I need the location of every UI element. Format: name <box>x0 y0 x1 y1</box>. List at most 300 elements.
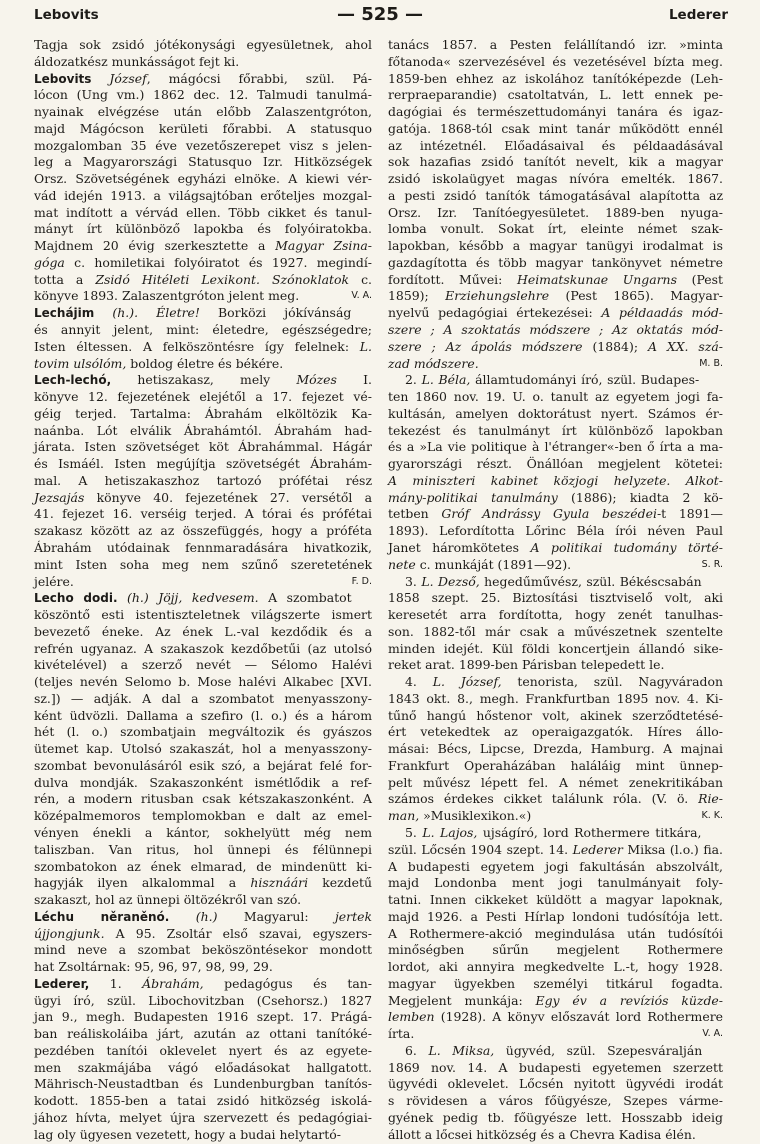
text-line <box>388 372 723 389</box>
text-line <box>34 808 372 825</box>
text-run: és annyit jelent, mint: életedre, egészségedre; <box>34 322 372 338</box>
text-line <box>388 54 723 71</box>
text-run: Ábrahám utódainak fennmaradására hivatkozik, <box>34 539 372 555</box>
text-line <box>34 993 372 1010</box>
text-run: a pesti zsidó tanítók támogatásával alapította az <box>388 187 723 203</box>
text-run: áldozatkész munkásságot fejt ki. <box>34 53 240 69</box>
text-run: 1859); <box>388 288 446 304</box>
text-line <box>388 892 723 909</box>
text-run: Mährisch-Neustadtban és Lundenburgban tanítós- <box>34 1076 372 1092</box>
text-line <box>34 322 372 339</box>
text-line <box>388 71 723 88</box>
text-run: írta. <box>388 1026 415 1042</box>
text-run: lócon (Ung vm.) 1862 dec. 12. Talmudi tanulmá- <box>34 87 372 103</box>
text-run: totta a <box>34 271 96 287</box>
text-line <box>34 339 372 356</box>
text-run: lapokban, később a magyar tanügyi irodalmat is <box>388 238 723 254</box>
text-line <box>388 1093 723 1110</box>
text-run: hat Zsoltárnak: 95, 96, 97, 98, 99, 29. <box>34 959 273 975</box>
text-run: Orsz. Szövetségének egyházi elnöke. A kiewi vér- <box>34 171 372 187</box>
italic-text: A példaadás mód- <box>601 305 723 321</box>
text-line <box>388 288 723 305</box>
italic-text: (h.). Életre! <box>112 305 200 321</box>
text-run: tetben <box>388 506 442 522</box>
text-run: magyar ügyekben személyi titkárul fogadta. <box>388 975 723 991</box>
text-run: mal. A hetiszakaszhoz tartozó prófétai rész <box>34 472 372 488</box>
text-line <box>34 976 372 993</box>
text-line <box>388 825 723 842</box>
text-line <box>388 909 723 926</box>
text-run: minőségben sűrűn megjelent Rothermere <box>388 942 723 958</box>
header-right-guideword: Lederer <box>668 7 728 23</box>
text-run: nyainak elvégzése után előbb Zalaszentgróton, <box>34 104 372 120</box>
text-line <box>388 154 723 171</box>
text-run: tekezést és tanulmányt írt különböző lapokban <box>388 422 723 438</box>
text-run: Miksa (l.o.) fia. <box>622 841 723 857</box>
text-line <box>388 574 723 591</box>
text-run: nyelvű pedagógiai értekezései: <box>388 305 602 321</box>
text-run: vényen énekli a kántor, sokhelyütt még nem <box>34 824 372 840</box>
text-run: dulva mondják. Szakaszonként ismétlődik a ref- <box>34 774 372 790</box>
text-line <box>34 205 372 222</box>
text-run: és Ismáél. Isten megújítja szövetségét Ábrahám- <box>34 456 372 472</box>
text-run: 1858 szept. 25. Biztosítási tisztviselő volt, aki <box>388 590 723 606</box>
text-line <box>34 724 372 741</box>
author-signature: F. D. <box>351 575 372 587</box>
text-run: gazdagította és több magyar tankönyvet németre <box>388 254 723 270</box>
italic-text: L. József, <box>432 674 502 690</box>
italic-text: Egy év a revíziós küzde- <box>535 992 723 1008</box>
text-line <box>34 272 372 289</box>
italic-text: Magyar Zsina- <box>275 238 372 254</box>
text-run: , mágócsi főrabbi, szül. Pá- <box>146 70 372 86</box>
text-run: majd 1926. a Pesti Hírlap londoni tudósítója lett. <box>388 908 723 924</box>
text-line <box>388 188 723 205</box>
author-signature: S. R. <box>701 558 723 570</box>
text-line <box>34 1076 372 1093</box>
running-header <box>30 4 730 24</box>
text-line <box>34 356 372 373</box>
text-line <box>388 1009 723 1026</box>
text-run: I. <box>336 372 372 388</box>
right-text-column <box>388 37 723 1144</box>
text-line <box>34 423 372 440</box>
text-run: 3. <box>405 573 422 589</box>
text-run: leg a Magyarországi Statusquo Izr. Hitközségek <box>34 154 372 170</box>
text-line <box>388 674 723 691</box>
text-line <box>34 71 372 88</box>
text-line <box>388 1043 723 1060</box>
text-line <box>388 37 723 54</box>
text-line <box>34 1026 372 1043</box>
text-line <box>34 791 372 808</box>
text-run: refrén ugyanaz. A szakaszok kezdőbetűi (az utolsó <box>34 640 372 656</box>
text-line <box>34 523 372 540</box>
italic-text: lemben <box>388 1009 435 1025</box>
text-run: (Pest 1865). Magyar- <box>549 288 723 304</box>
text-run: mat indított a vérvád ellen. Több cikket és tanul- <box>34 204 372 220</box>
text-line <box>388 607 723 624</box>
italic-text: Zsidó Hitéleti Lexikont. Szónoklatok <box>95 271 350 287</box>
text-run: dagógiai és természettudományi tanára és igaz- <box>388 104 723 120</box>
text-run: kultásán, amelyen doktorátust nyert. Számos ér- <box>388 405 723 421</box>
italic-text: Lederer <box>572 841 623 857</box>
text-run: »Musiklexikon.«) <box>419 808 532 824</box>
text-line <box>388 138 723 155</box>
text-run: főtanoda« szervezésével és vezetésével bízta meg. <box>388 53 723 69</box>
entry-headword: Lech-lechó, <box>34 373 112 388</box>
text-run: rén, a modern ritusban csak kétszakaszonként. A <box>34 791 372 807</box>
text-line <box>388 691 723 708</box>
text-run: c. <box>349 271 372 287</box>
text-run: mind neve a szombat beköszöntésekor mondott <box>34 942 372 958</box>
text-line <box>388 808 723 825</box>
text-run: ujságíró, lord Rothermere titkára, <box>477 824 702 840</box>
text-run: 6. <box>405 1042 429 1058</box>
author-signature: V. A. <box>702 1028 723 1040</box>
text-run: (Pest <box>676 271 723 287</box>
text-line <box>388 473 723 490</box>
text-line <box>388 741 723 758</box>
text-line <box>34 1009 372 1026</box>
text-line <box>34 909 372 926</box>
text-run: son. 1882-től már csak a művészetnek szentelte <box>388 623 723 639</box>
italic-text: A XX. szá- <box>647 338 723 354</box>
italic-text: József <box>109 70 147 86</box>
text-run: ügyvédi oklevelet. Lőcsén nyitott ügyvédi irodát <box>388 1076 723 1092</box>
text-line <box>388 439 723 456</box>
text-run: naánba. Lót elválik Ábrahámtól. Ábrahám had- <box>34 422 372 438</box>
text-line <box>388 104 723 121</box>
entry-headword: Lechájim <box>34 306 95 321</box>
header-left-guideword: Lebovits <box>34 7 99 23</box>
text-run: 5. <box>405 824 423 840</box>
italic-text: man, <box>388 808 420 824</box>
text-run: A budapesti egyetem jogi fakultásán abszolvált, <box>388 858 723 874</box>
text-line <box>34 406 372 423</box>
text-line <box>34 557 372 574</box>
text-run: szakasz között az az összefüggés, hogy a próféta <box>34 523 372 539</box>
text-line <box>388 842 723 859</box>
text-line <box>34 942 372 959</box>
text-run: szombat bevonulásáról esik szó, a bejárat felé for- <box>34 757 372 773</box>
text-run: mint Isten soha meg nem szűnő szeretetének <box>34 556 372 572</box>
text-run: Megjelent munkája: <box>388 992 536 1008</box>
italic-text: mány-politikai tanulmány <box>388 489 558 505</box>
text-run: hét (l. o.) szombatjain megváltozik és gyászos <box>34 724 372 740</box>
text-run: állott a lőcsei hitközség és a Chevra Kadisa élén. <box>388 1126 696 1142</box>
text-line <box>34 171 372 188</box>
text-line <box>34 775 372 792</box>
text-run: Tagja sok zsidó jótékonysági egyesületnek, ahol <box>34 37 372 52</box>
author-signature: M. B. <box>699 357 723 369</box>
text-run: (1884); <box>582 338 648 354</box>
text-line <box>34 104 372 121</box>
text-run: középalmemoros templomokban e dalt az emel- <box>34 808 372 824</box>
text-line <box>34 121 372 138</box>
text-line <box>388 875 723 892</box>
text-run: 1869 nov. 14. A budapesti egyetemen szerzett <box>388 1059 723 1075</box>
italic-text: L. Lajos, <box>422 824 478 840</box>
text-line <box>34 842 372 859</box>
text-run: ért vetekedtek az operaigazgatók. Híres állo- <box>388 724 723 740</box>
text-run: majd Mágócson kerületi főrabbi. A statusquo <box>34 120 372 136</box>
text-line <box>388 791 723 808</box>
text-line <box>388 205 723 222</box>
text-run: szombatokon az ének elmarad, de mindenütt ki- <box>34 858 372 874</box>
text-run: hegedűművész, szül. Békéscsabán <box>479 573 702 589</box>
text-line <box>34 691 372 708</box>
italic-text: szere ; Az ápolás módszere <box>388 338 583 354</box>
text-run: 1. <box>89 975 143 991</box>
text-line <box>388 926 723 943</box>
text-line <box>34 1093 372 1110</box>
text-run: Majdnem 20 évig szerkesztette a <box>34 238 276 254</box>
entry-headword: Lebovits <box>34 71 92 86</box>
text-line <box>34 859 372 876</box>
text-run: ütemet kap. Utolsó szakaszát, hol a menyasszony- <box>34 741 372 757</box>
italic-text: A miniszteri kabinet közjogi helyzete. Alkot- <box>388 472 723 488</box>
text-run: lag oly ügyesen vezetett, hogy a budai helytartó- <box>34 1126 341 1142</box>
text-run: ügyi író, szül. Libochovitzban (Csehorsz.) 1827 <box>34 992 372 1008</box>
text-line <box>388 305 723 322</box>
text-run: hetiszakasz, mely <box>111 372 297 388</box>
text-run: tűnő hangú hőstenor volt, akinek szerződtetésé- <box>388 707 723 723</box>
text-run: tanács 1857. a Pesten felállítandó izr. »minta <box>388 37 723 52</box>
text-line <box>388 976 723 993</box>
text-line <box>34 708 372 725</box>
text-run: 1893). Lefordította Lőrinc Béla írói néven Paul <box>388 523 723 539</box>
text-line <box>34 238 372 255</box>
text-line <box>388 1076 723 1093</box>
text-run: gyének pedig tb. főügyésze lett. Hosszabb ideig <box>388 1110 723 1125</box>
italic-text: nete <box>388 556 416 572</box>
text-run: Magyarul: <box>217 908 335 924</box>
text-run: A 95. Zsoltár első szavai, egyszers- <box>104 925 372 941</box>
text-run: mozgalomban 35 éve vezetőszerepet visz s jelen- <box>34 137 372 153</box>
text-run: kodott. 1855-ben a tatai zsidó hitközség iskolá- <box>34 1093 372 1109</box>
text-run: 4. <box>405 674 433 690</box>
text-run: majd Londonba ment jogi tanulmányait foly- <box>388 875 723 891</box>
text-run: sz.]) — adják. A dal a szombatot menyasszony- <box>34 690 372 706</box>
entry-headword: Lecho dodi. <box>34 591 118 606</box>
text-run: géig terjed. Tartalma: Ábrahám elköltözik Ka- <box>34 405 372 421</box>
text-run: Orsz. Izr. Tanítóegyesületet. 1889-ben nyuga- <box>388 204 723 220</box>
text-run: könyve 1893. Zalaszentgróton jelent meg. <box>34 288 300 304</box>
text-line <box>34 221 372 238</box>
text-line <box>388 959 723 976</box>
text-line <box>388 641 723 658</box>
text-line <box>388 121 723 138</box>
text-run: fordított. Művei: <box>388 271 517 287</box>
text-line <box>34 758 372 775</box>
text-run: gyarországi részt. Önállóan megjelent kötetei: <box>388 456 723 472</box>
text-run: könyve 40. fejezetének 27. versétől a <box>84 489 372 505</box>
text-run: ként üdvözli. Dallama a szefiro (l. o.) és a három <box>34 707 372 723</box>
author-signature: V. A. <box>351 290 372 302</box>
text-run: lordot, aki annyira megkedvelte L.-t, hogy 1928. <box>388 959 723 975</box>
italic-text: újjongjunk. <box>34 925 105 941</box>
text-run: keresetét arra fordította, hogy zenét tanulhas- <box>388 607 723 623</box>
text-line <box>388 657 723 674</box>
italic-text: L. Miksa, <box>428 1042 495 1058</box>
text-run: (teljes nevén Selomo b. Mose halévi Alkabec [XVI. <box>34 674 372 690</box>
text-line <box>34 641 372 658</box>
text-line <box>388 272 723 289</box>
italic-text: szere ; A szoktatás módszere ; Az oktatás mód- <box>388 322 723 338</box>
text-run: könyve 12. fejezetének elejétől a 17. fejezet vé- <box>34 389 372 405</box>
text-line <box>34 926 372 943</box>
text-run: pezdében tanítói oklevelet nyert és az egyete- <box>34 1042 372 1058</box>
text-run: tenorista, szül. Nagyváradon <box>501 674 723 690</box>
text-run: mányt írt különböző lapokba és folyóiratokba. <box>34 221 372 237</box>
text-line <box>34 959 372 976</box>
text-line <box>34 590 372 607</box>
text-line <box>34 1127 372 1144</box>
text-run: kezdetű <box>308 875 372 891</box>
text-line <box>388 1127 723 1144</box>
text-line <box>388 171 723 188</box>
text-run <box>169 909 195 924</box>
text-run: -t 1891— <box>656 506 723 522</box>
text-line <box>388 490 723 507</box>
text-run: A szombatot <box>258 590 352 606</box>
text-line <box>388 238 723 255</box>
text-line <box>388 540 723 557</box>
text-run: ten 1860 nov. 19. U. o. tanult az egyetem jogi fa- <box>388 389 723 405</box>
text-run: másai: Bécs, Lipcse, Drezda, Hamburg. A majnai <box>388 741 723 757</box>
text-line <box>34 607 372 624</box>
text-run: Janet háromkötetes <box>388 539 531 555</box>
italic-text: tovim ulsólóm, <box>34 355 127 371</box>
text-line <box>388 523 723 540</box>
text-line <box>388 221 723 238</box>
text-line <box>34 657 372 674</box>
italic-text: Erziehungslehre <box>445 288 550 304</box>
text-line <box>388 339 723 356</box>
text-line <box>34 138 372 155</box>
text-run: c. munkáját (1891—92). <box>415 556 572 572</box>
entry-headword: Lederer, <box>34 976 90 991</box>
text-line <box>34 54 372 71</box>
text-run: szül. Lőcsén 1904 szept. 14. <box>388 841 573 857</box>
text-line <box>388 758 723 775</box>
text-run: ban reáliskoláiba járt, azután az ottani tanítóké- <box>34 1026 372 1042</box>
text-run: reket arat. 1899-ben Párisban telepedett le. <box>388 657 665 673</box>
text-run: c. homiletikai folyóiratot és 1927. megindí- <box>64 254 372 270</box>
text-run: bevezető éneke. Az ének L.-val kezdődik és a <box>34 623 372 639</box>
text-run: taliszban. Van ritus, hol ünnepi és félünnepi <box>34 841 372 857</box>
text-line <box>388 322 723 339</box>
text-line <box>388 859 723 876</box>
text-run: államtudományi író, szül. Budapes- <box>470 372 700 388</box>
text-run: jelére. <box>34 573 74 589</box>
text-line <box>388 389 723 406</box>
text-line <box>388 1060 723 1077</box>
text-run: szakaszt, hol az ünnepi öltözékről van szó. <box>34 892 302 908</box>
text-run: számos érdekes cikket találunk róla. (V. ö. <box>388 791 699 807</box>
text-line <box>34 574 372 591</box>
text-line <box>388 942 723 959</box>
text-line <box>34 825 372 842</box>
text-run: pelt művész lépett fel. A német zenekritikában <box>388 774 723 790</box>
text-run: rerpraeparandie) csatoltatván, L. lett ennek pe- <box>388 87 723 103</box>
text-line <box>388 624 723 641</box>
italic-text: jertek <box>334 908 372 924</box>
text-run: 41. fejezet 16. verséig terjed. A tórai és prófétai <box>34 506 372 522</box>
text-run: (1928). A könyv előszavát lord Rothermere <box>434 1009 723 1025</box>
text-line <box>388 775 723 792</box>
italic-text: A politikai tudomány törté- <box>530 539 723 555</box>
text-line <box>34 456 372 473</box>
text-line <box>34 188 372 205</box>
entry-headword: Léchu něraněnó. <box>34 909 170 924</box>
page-number: — 525 — <box>336 4 424 25</box>
text-run: 1859-ben ehhez az iskolához tanítóképezde (Leh- <box>388 70 723 86</box>
text-line <box>34 255 372 272</box>
text-line <box>388 506 723 523</box>
text-run: Isten éltessen. A felköszöntésre így felelnek: <box>34 338 360 354</box>
italic-text: (h.) <box>195 908 218 924</box>
text-run: s rövidesen a város főügyésze, Szepes várme- <box>388 1093 723 1109</box>
text-line <box>388 1026 723 1043</box>
text-run <box>91 71 109 86</box>
italic-text: Jezsajás <box>34 489 85 505</box>
text-line <box>388 255 723 272</box>
text-run: köszöntő esti istentiszteletnek világszerte ismert <box>34 607 372 623</box>
text-line <box>34 875 372 892</box>
text-run: 1843 okt. 8., megh. Frankfurtban 1895 nov. 4. Ki- <box>388 690 723 706</box>
text-run: gatója. 1868-tól csak mint tanár működött ennél <box>388 120 723 136</box>
text-line <box>388 423 723 440</box>
italic-text: L. Dezső, <box>421 573 480 589</box>
text-run: minden idejét. Kül földi koncertjein állandó sike- <box>388 640 723 656</box>
text-run: az intézetnél. Előadásaival és példaadásával <box>388 137 723 153</box>
text-run: sok hazafias zsidó tanítót nevelt, kik a magyar <box>388 154 723 170</box>
text-line <box>34 892 372 909</box>
text-line <box>34 288 372 305</box>
text-line <box>34 490 372 507</box>
text-run: tatni. Innen cikkeket küldött a magyar lapoknak, <box>388 892 723 908</box>
text-line <box>388 590 723 607</box>
italic-text: zad módszere. <box>388 355 479 371</box>
italic-text: góga <box>34 254 65 270</box>
text-run <box>94 305 112 320</box>
text-run: men szakmájába vágó előadásokat hallgatott. <box>34 1059 372 1075</box>
text-run: (1886); kiadta 2 kö- <box>557 489 723 505</box>
text-line <box>388 406 723 423</box>
text-line <box>34 674 372 691</box>
text-line <box>34 87 372 104</box>
italic-text: L. <box>359 338 372 354</box>
text-run: Borközi jókívánság <box>199 305 352 321</box>
italic-text: hisznáári <box>250 875 309 891</box>
text-run: jan 9., megh. Budapesten 1916 szept. 17. Prágá- <box>34 1009 372 1025</box>
text-run: 2. <box>405 372 422 388</box>
text-line <box>34 389 372 406</box>
text-line <box>34 305 372 322</box>
text-run: A Rothermere-akció megindulása után tudósítói <box>388 925 723 941</box>
text-run: boldog életre és békére. <box>126 355 284 371</box>
text-line <box>34 540 372 557</box>
text-line <box>34 439 372 456</box>
author-signature: K. K. <box>701 810 723 822</box>
italic-text: Ábrahám, <box>142 975 204 991</box>
text-line <box>388 356 723 373</box>
text-line <box>388 1110 723 1127</box>
text-line <box>388 993 723 1010</box>
text-line <box>34 372 372 389</box>
